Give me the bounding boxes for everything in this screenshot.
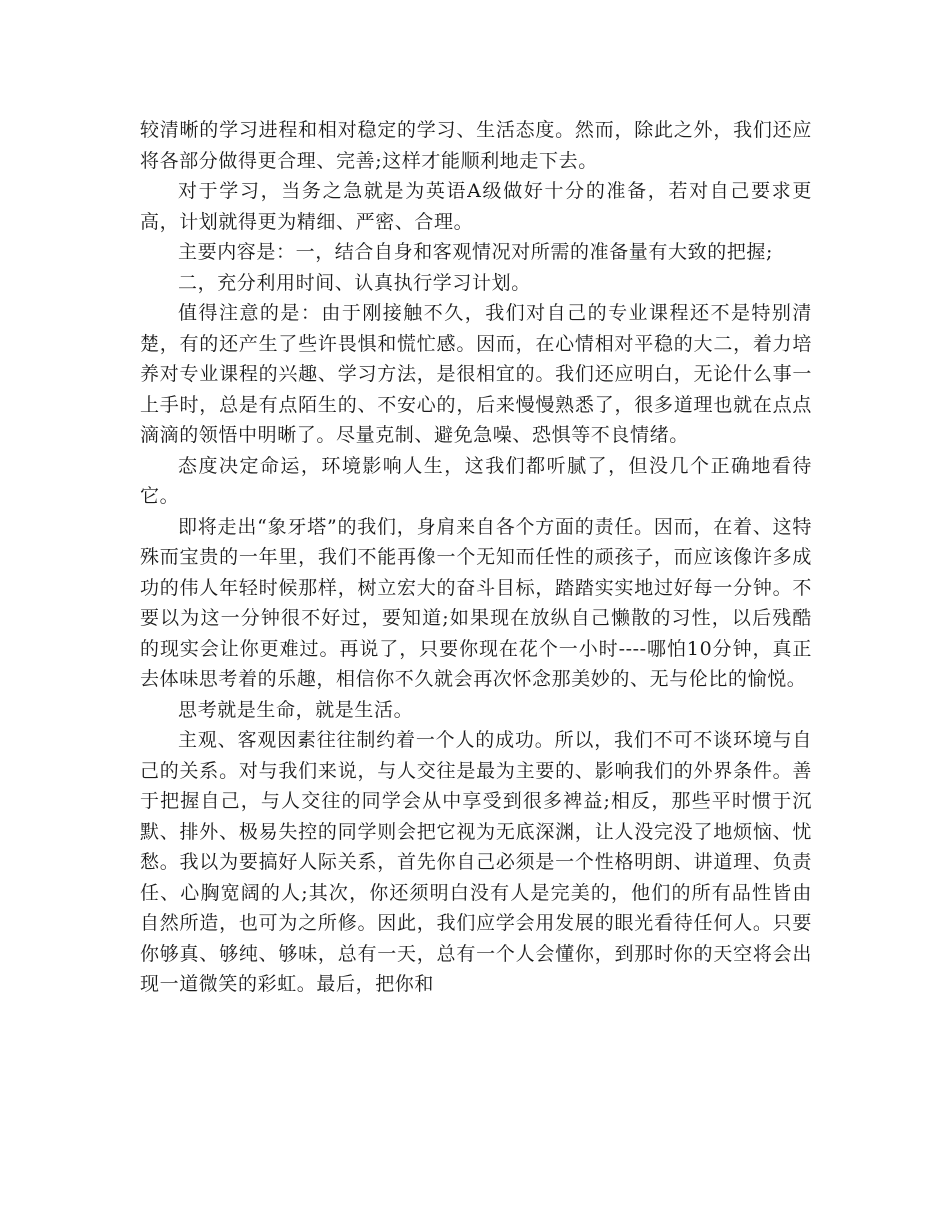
paragraph-continuation: 较清晰的学习进程和相对稳定的学习、生活态度。然而，除此之外，我们还应将各部分做得更合理、完善;这样才能顺利地走下去。 [140,119,812,172]
paragraph-noteworthy: 值得注意的是：由于刚接触不久，我们对自己的专业课程还不是特别清楚，有的还产生了些许畏惧和慌忙感。因而，在心情相对平稳的大二，着力培养对专业课程的兴趣、学习方法，是很相宜的。我们还应明白，无论什么事一上手时，总是有点陌生的、不安心的，后来慢慢熟悉了，很多道理也就在点点滴滴的领悟中明晰了。尽量克制、避免急噪、恐惧等不良情绪。 [140,302,812,446]
paragraph-ivory-tower: 即将走出“象牙塔”的我们，身肩来自各个方面的责任。因而，在着、这特殊而宝贵的一年里，我们不能再像一个无知而任性的顽孩子，而应该像许多成功的伟人年轻时候那样，树立宏大的奋斗目标，踏踏实实地过好每一分钟。不要以为这一分钟很不好过，要知道;如果现在放纵自己懒散的习性，以后残酷的现实会让你更难过。再说了，只要你现在花个一小时----哪怕10分钟，真正去体味思考着的乐趣，相信你不久就会再次怀念那美妙的、无与伦比的愉悦。 [140,515,812,690]
paragraph-thinking-is-life: 思考就是生命，就是生活。 [178,698,414,721]
paragraph-relationships: 主观、客观因素往往制约着一个人的成功。所以，我们不可不谈环境与自己的关系。对与我们来说，与人交往是最为主要的、影响我们的外界条件。善于把握自己，与人交往的同学会从中享受到很多裨益;相反，那些平时惯于沉默、排外、极易失控的同学则会把它视为无底深渊，让人没完没了地烦恼、忧愁。我以为要搞好人际关系，首先你自己必须是一个性格明朗、讲道理、负责任、心胸宽阔的人;其次，你还须明白没有人是完美的，他们的所有品性皆由自然所造，也可为之所修。因此，我们应学会用发展的眼光看待任何人。只要你够真、够纯、够味，总有一天，总有一个人会懂你，到那时你的天空将会出现一道微笑的彩虹。最后，把你和 [140,729,812,995]
paragraph-point-two: 二，充分利用时间、认真执行学习计划。 [178,271,531,294]
paragraph-main-content: 主要内容是：一，结合自身和客观情况对所需的准备量有大致的把握; [178,241,774,263]
paragraph-study-preparation: 对于学习，当务之急就是为英语A级做好十分的准备，若对自己要求更高，计划就得更为精细、严密、合理。 [140,180,812,233]
document-body [140,115,812,1000]
paragraph-attitude: 态度决定命运，环境影响人生，这我们都听腻了，但没几个正确地看待它。 [140,454,812,507]
